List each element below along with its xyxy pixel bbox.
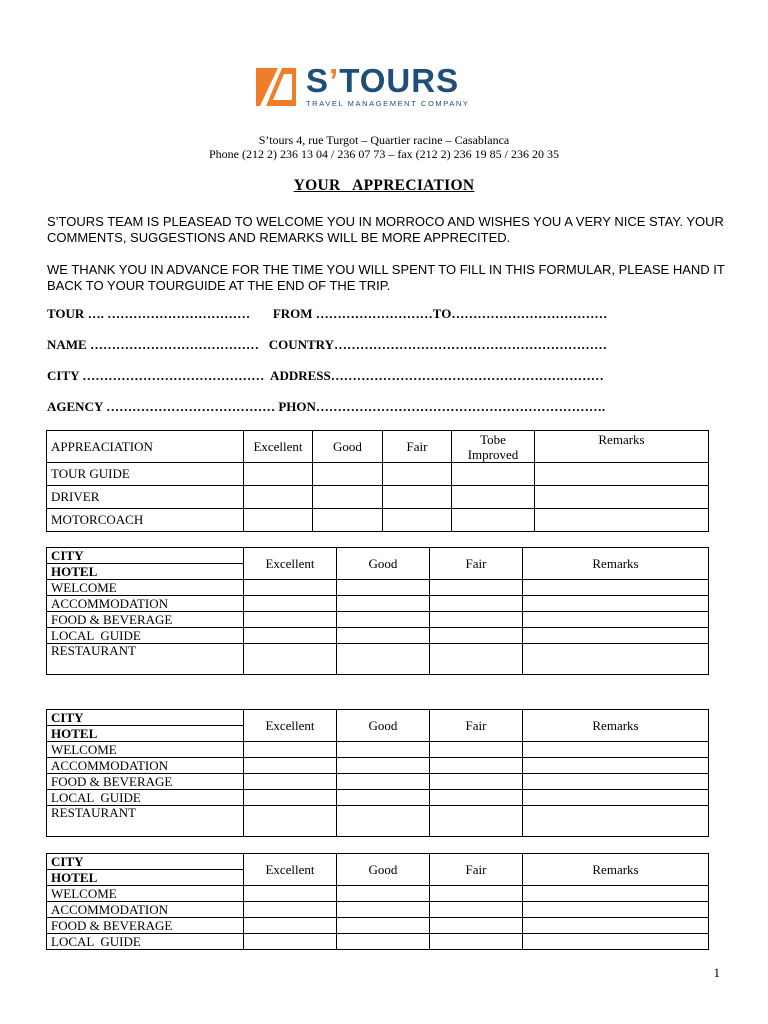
table-row — [47, 758, 709, 774]
row-label: FOOD & BEVERAGE — [47, 918, 244, 934]
page-title: YOUR APPRECIATION — [293, 177, 475, 194]
rating-cell[interactable] — [383, 463, 452, 486]
city-label: CITY — [47, 548, 244, 564]
remarks-cell[interactable] — [523, 628, 709, 644]
rating-cell[interactable] — [337, 806, 430, 837]
rating-cell[interactable] — [244, 596, 337, 612]
rating-cell[interactable] — [430, 742, 523, 758]
header-fair: Fair — [430, 854, 523, 886]
rating-cell[interactable] — [244, 934, 337, 950]
rating-cell[interactable] — [244, 806, 337, 837]
header-good: Good — [313, 431, 383, 463]
header-fair: Fair — [430, 710, 523, 742]
row-label: ACCOMMODATION — [47, 902, 244, 918]
rating-cell[interactable] — [430, 612, 523, 628]
rating-cell[interactable] — [337, 886, 430, 902]
intro-paragraph-2: WE THANK YOU IN ADVANCE FOR THE TIME YOU WILL SPENT TO FILL IN THIS FORMULAR, PLEASE HAND IT BACK TO YOUR TOURGUIDE AT THE END OF THE TRIP. — [47, 262, 725, 293]
row-label: LOCAL GUIDE — [47, 790, 244, 806]
rating-cell[interactable] — [244, 463, 313, 486]
city-label: CITY — [47, 710, 244, 726]
remarks-cell[interactable] — [535, 463, 709, 486]
row-label: ACCOMMODATION — [47, 596, 244, 612]
table-row — [47, 934, 709, 950]
intro-paragraph-1: S’TOURS TEAM IS PLEASEAD TO WELCOME YOU IN MORROCO AND WISHES YOU A VERY NICE STAY. YOUR COMMENTS, SUGGESTIONS AND REMARKS WILL BE MORE APPRECITED. — [47, 214, 724, 245]
rating-cell[interactable] — [244, 758, 337, 774]
table-row — [47, 628, 709, 644]
table-row — [47, 509, 709, 532]
hotel-table-1 — [46, 547, 709, 675]
hotel-table-2 — [46, 709, 709, 837]
table-row — [47, 463, 709, 486]
rating-cell[interactable] — [313, 509, 383, 532]
remarks-cell[interactable] — [523, 806, 709, 837]
agency-field[interactable]: AGENCY ………………………………… PHON…………………………………………………………. — [47, 399, 606, 414]
rating-cell[interactable] — [244, 902, 337, 918]
remarks-cell[interactable] — [523, 742, 709, 758]
header-fair: Fair — [383, 431, 452, 463]
rating-cell[interactable] — [244, 580, 337, 596]
appreciation-table — [46, 430, 709, 532]
city-field[interactable]: CITY …………………………………… ADDRESS……………………………………………………… — [47, 368, 604, 383]
table-header-row — [47, 431, 709, 463]
table-row — [47, 596, 709, 612]
table-row — [47, 486, 709, 509]
row-label: FOOD & BEVERAGE — [47, 774, 244, 790]
rating-cell[interactable] — [430, 628, 523, 644]
rating-cell[interactable] — [430, 644, 523, 675]
rating-cell[interactable] — [244, 886, 337, 902]
hotel-label: HOTEL — [47, 726, 244, 742]
header-remarks: Remarks — [523, 710, 709, 742]
rating-cell[interactable] — [430, 934, 523, 950]
header-tobe-improved: Tobe Improved — [452, 431, 535, 463]
rating-cell[interactable] — [337, 596, 430, 612]
rating-cell[interactable] — [337, 918, 430, 934]
header-remarks: Remarks — [535, 431, 709, 463]
table-row — [47, 742, 709, 758]
rating-cell[interactable] — [313, 463, 383, 486]
rating-cell[interactable] — [244, 790, 337, 806]
logo-mark-icon — [256, 68, 298, 108]
rating-cell[interactable] — [430, 774, 523, 790]
row-label: DRIVER — [47, 486, 244, 509]
remarks-cell[interactable] — [523, 580, 709, 596]
rating-cell[interactable] — [244, 612, 337, 628]
rating-cell[interactable] — [430, 806, 523, 837]
stours-logo — [256, 62, 488, 110]
page-number: 1 — [713, 965, 720, 980]
row-label: MOTORCOACH — [47, 509, 244, 532]
rating-cell[interactable] — [452, 463, 535, 486]
rating-cell[interactable] — [337, 742, 430, 758]
address-line-1: S’tours 4, rue Turgot – Quartier racine – Casablanca — [258, 133, 510, 147]
header-good: Good — [337, 854, 430, 886]
rating-cell[interactable] — [244, 628, 337, 644]
table-row — [47, 918, 709, 934]
remarks-cell[interactable] — [523, 790, 709, 806]
row-label: WELCOME — [47, 580, 244, 596]
row-label: TOUR GUIDE — [47, 463, 244, 486]
table-row — [47, 790, 709, 806]
logo-tagline: TRAVEL MANAGEMENT COMPANY — [306, 99, 470, 108]
table-row — [47, 580, 709, 596]
rating-cell[interactable] — [337, 644, 430, 675]
header-fair: Fair — [430, 548, 523, 580]
row-label: ACCOMMODATION — [47, 758, 244, 774]
table-row — [47, 612, 709, 628]
remarks-cell[interactable] — [523, 774, 709, 790]
remarks-cell[interactable] — [523, 902, 709, 918]
rating-cell[interactable] — [430, 790, 523, 806]
header-excellent: Excellent — [244, 854, 337, 886]
rating-cell[interactable] — [244, 486, 313, 509]
rating-cell[interactable] — [383, 486, 452, 509]
remarks-cell[interactable] — [523, 918, 709, 934]
rating-cell[interactable] — [337, 758, 430, 774]
remarks-cell[interactable] — [523, 612, 709, 628]
rating-cell[interactable] — [452, 486, 535, 509]
rating-cell[interactable] — [244, 774, 337, 790]
row-label: WELCOME — [47, 742, 244, 758]
table-row — [47, 644, 709, 675]
remarks-cell[interactable] — [535, 486, 709, 509]
row-label: LOCAL GUIDE — [47, 628, 244, 644]
rating-cell[interactable] — [244, 742, 337, 758]
address-line-2: Phone (212 2) 236 13 04 / 236 07 73 – fax (212 2) 236 19 85 / 236 20 35 — [209, 147, 559, 161]
remarks-cell[interactable] — [523, 758, 709, 774]
name-field[interactable]: NAME ………………………………… COUNTRY……………………………………………………… — [47, 337, 607, 352]
rating-cell[interactable] — [337, 580, 430, 596]
rating-cell[interactable] — [430, 918, 523, 934]
remarks-cell[interactable] — [523, 644, 709, 675]
rating-cell[interactable] — [430, 758, 523, 774]
rating-cell[interactable] — [337, 612, 430, 628]
row-label: LOCAL GUIDE — [47, 934, 244, 950]
table-row — [47, 902, 709, 918]
header-remarks: Remarks — [523, 548, 709, 580]
rating-cell[interactable] — [313, 486, 383, 509]
city-label: CITY — [47, 854, 244, 870]
hotel-label: HOTEL — [47, 870, 244, 886]
remarks-cell[interactable] — [523, 596, 709, 612]
hotel-label: HOTEL — [47, 564, 244, 580]
logo-wordmark: S’TOURS — [306, 62, 460, 99]
rating-cell[interactable] — [383, 509, 452, 532]
tour-field[interactable]: TOUR …. …………………………… FROM ………………………TO……………………………… — [47, 306, 608, 321]
rating-cell[interactable] — [337, 902, 430, 918]
remarks-cell[interactable] — [523, 934, 709, 950]
row-label: WELCOME — [47, 886, 244, 902]
rating-cell[interactable] — [430, 596, 523, 612]
rating-cell[interactable] — [244, 918, 337, 934]
rating-cell[interactable] — [244, 509, 313, 532]
rating-cell[interactable] — [430, 580, 523, 596]
row-label: RESTAURANT — [47, 806, 244, 837]
rating-cell[interactable] — [337, 628, 430, 644]
rating-cell[interactable] — [337, 934, 430, 950]
rating-cell[interactable] — [244, 644, 337, 675]
table-row — [47, 886, 709, 902]
rating-cell[interactable] — [430, 902, 523, 918]
remarks-cell[interactable] — [523, 886, 709, 902]
header-good: Good — [337, 710, 430, 742]
rating-cell[interactable] — [337, 774, 430, 790]
header-excellent: Excellent — [244, 548, 337, 580]
header-excellent: Excellent — [244, 431, 313, 463]
table-row — [47, 774, 709, 790]
header-excellent: Excellent — [244, 710, 337, 742]
table-row — [47, 806, 709, 837]
hotel-table-3 — [46, 853, 709, 950]
row-label: FOOD & BEVERAGE — [47, 612, 244, 628]
rating-cell[interactable] — [430, 886, 523, 902]
header-good: Good — [337, 548, 430, 580]
remarks-cell[interactable] — [535, 509, 709, 532]
rating-cell[interactable] — [452, 509, 535, 532]
header-appreciation: APPREACIATION — [47, 431, 244, 463]
rating-cell[interactable] — [337, 790, 430, 806]
row-label: RESTAURANT — [47, 644, 244, 675]
header-remarks: Remarks — [523, 854, 709, 886]
